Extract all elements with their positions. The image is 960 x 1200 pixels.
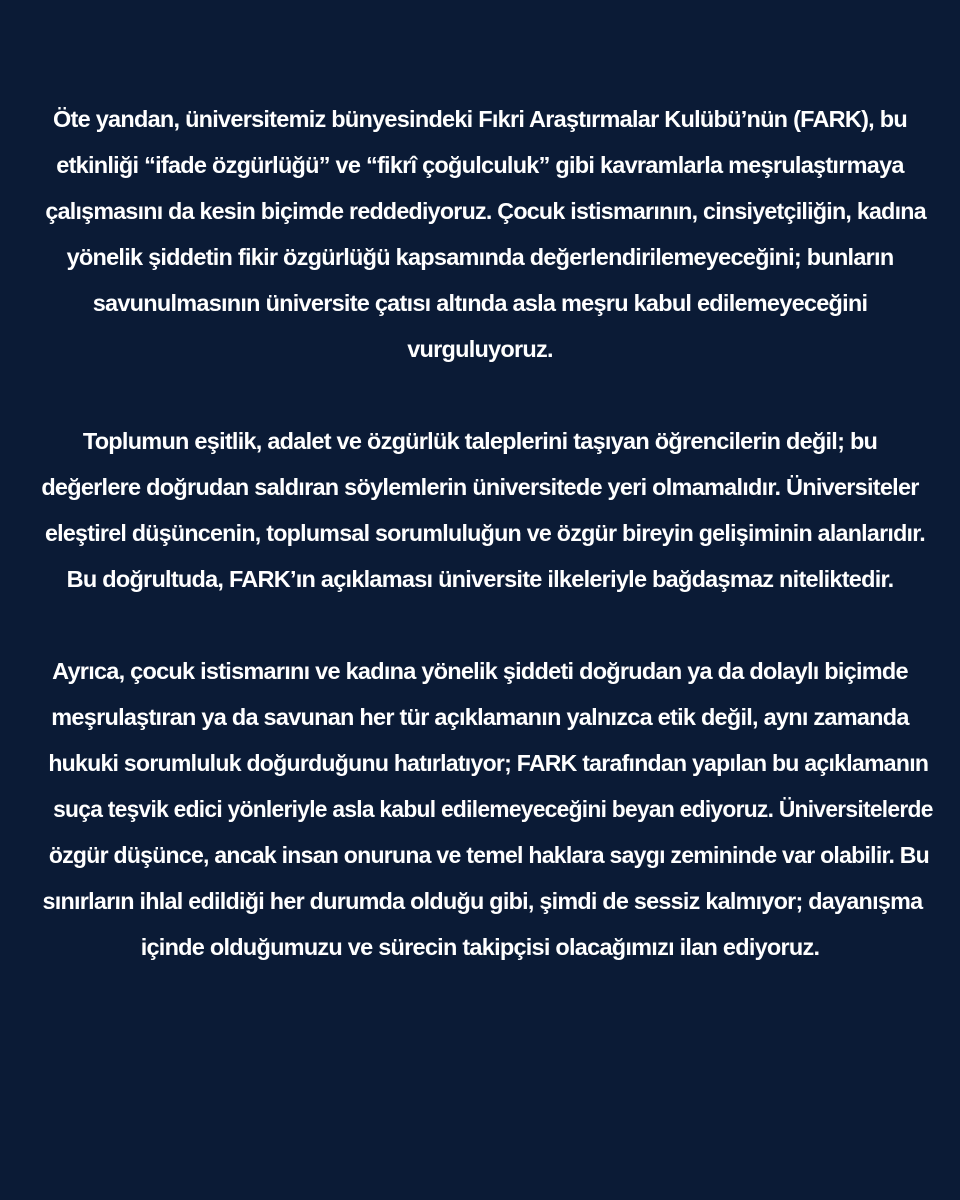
paragraph-line: yönelik şiddetin fikir özgürlüğü kapsamında değerlendirilemeyeceğini; bunların: [66, 244, 894, 270]
paragraph-line: içinde olduğumuzu ve sürecin takipçisi olacağımızı ilan ediyoruz.: [140, 934, 820, 960]
paragraph-line: suça teşvik edici yönleriyle asla kabul edilemeyeceğini beyan ediyoruz. Üniversitelerde: [53, 796, 933, 822]
paragraph-line: Bu doğrultuda, FARK’ın açıklaması üniversite ilkeleriyle bağdaşmaz niteliktedir.: [66, 566, 894, 592]
paragraph-line: Öte yandan, üniversitemiz bünyesindeki Fıkri Araştırmalar Kulübü’nün (FARK), bu: [53, 106, 907, 132]
paragraph-line: eleştirel düşüncenin, toplumsal sorumluluğun ve özgür bireyin gelişiminin alanlarıdır.: [44, 520, 926, 546]
paragraph-line: meşrulaştıran ya da savunan her tür açıklamanın yalnızca etik değil, aynı zamanda: [51, 704, 909, 730]
statement-body: [40, 96, 933, 970]
paragraph-line: vurguluyoruz.: [407, 336, 553, 362]
paragraph-line: özgür düşünce, ancak insan onuruna ve temel haklara saygı zemininde var olabilir. Bu: [48, 842, 930, 868]
paragraph-line: değerlere doğrudan saldıran söylemlerin üniversitede yeri olmamalıdır. Üniversiteler: [41, 474, 919, 500]
paragraph-line: etkinliği “ifade özgürlüğü” ve “fikrî çoğulculuk” gibi kavramlarla meşrulaştırmaya: [56, 152, 904, 178]
paragraph-line: savunulmasının üniversite çatısı altında asla meşru kabul edilemeyeceğini: [92, 290, 868, 316]
paragraph-3: [40, 648, 933, 970]
paragraph-line: sınırların ihlal edildiği her durumda olduğu gibi, şimdi de sessiz kalmıyor; dayanışma: [42, 888, 923, 914]
paragraph-1: [40, 96, 926, 372]
paragraph-2: [40, 418, 926, 602]
paragraph-line: hukuki sorumluluk doğurduğunu hatırlatıyor; FARK tarafından yapılan bu açıklamanın: [48, 750, 929, 776]
paragraph-line: Ayrıca, çocuk istismarını ve kadına yönelik şiddeti doğrudan ya da dolaylı biçimde: [52, 658, 908, 684]
paragraph-line: Toplumun eşitlik, adalet ve özgürlük taleplerini taşıyan öğrencilerin değil; bu: [82, 428, 878, 454]
paragraph-line: çalışmasını da kesin biçimde reddediyoruz. Çocuk istismarının, cinsiyetçiliğin, kadına: [45, 198, 926, 224]
